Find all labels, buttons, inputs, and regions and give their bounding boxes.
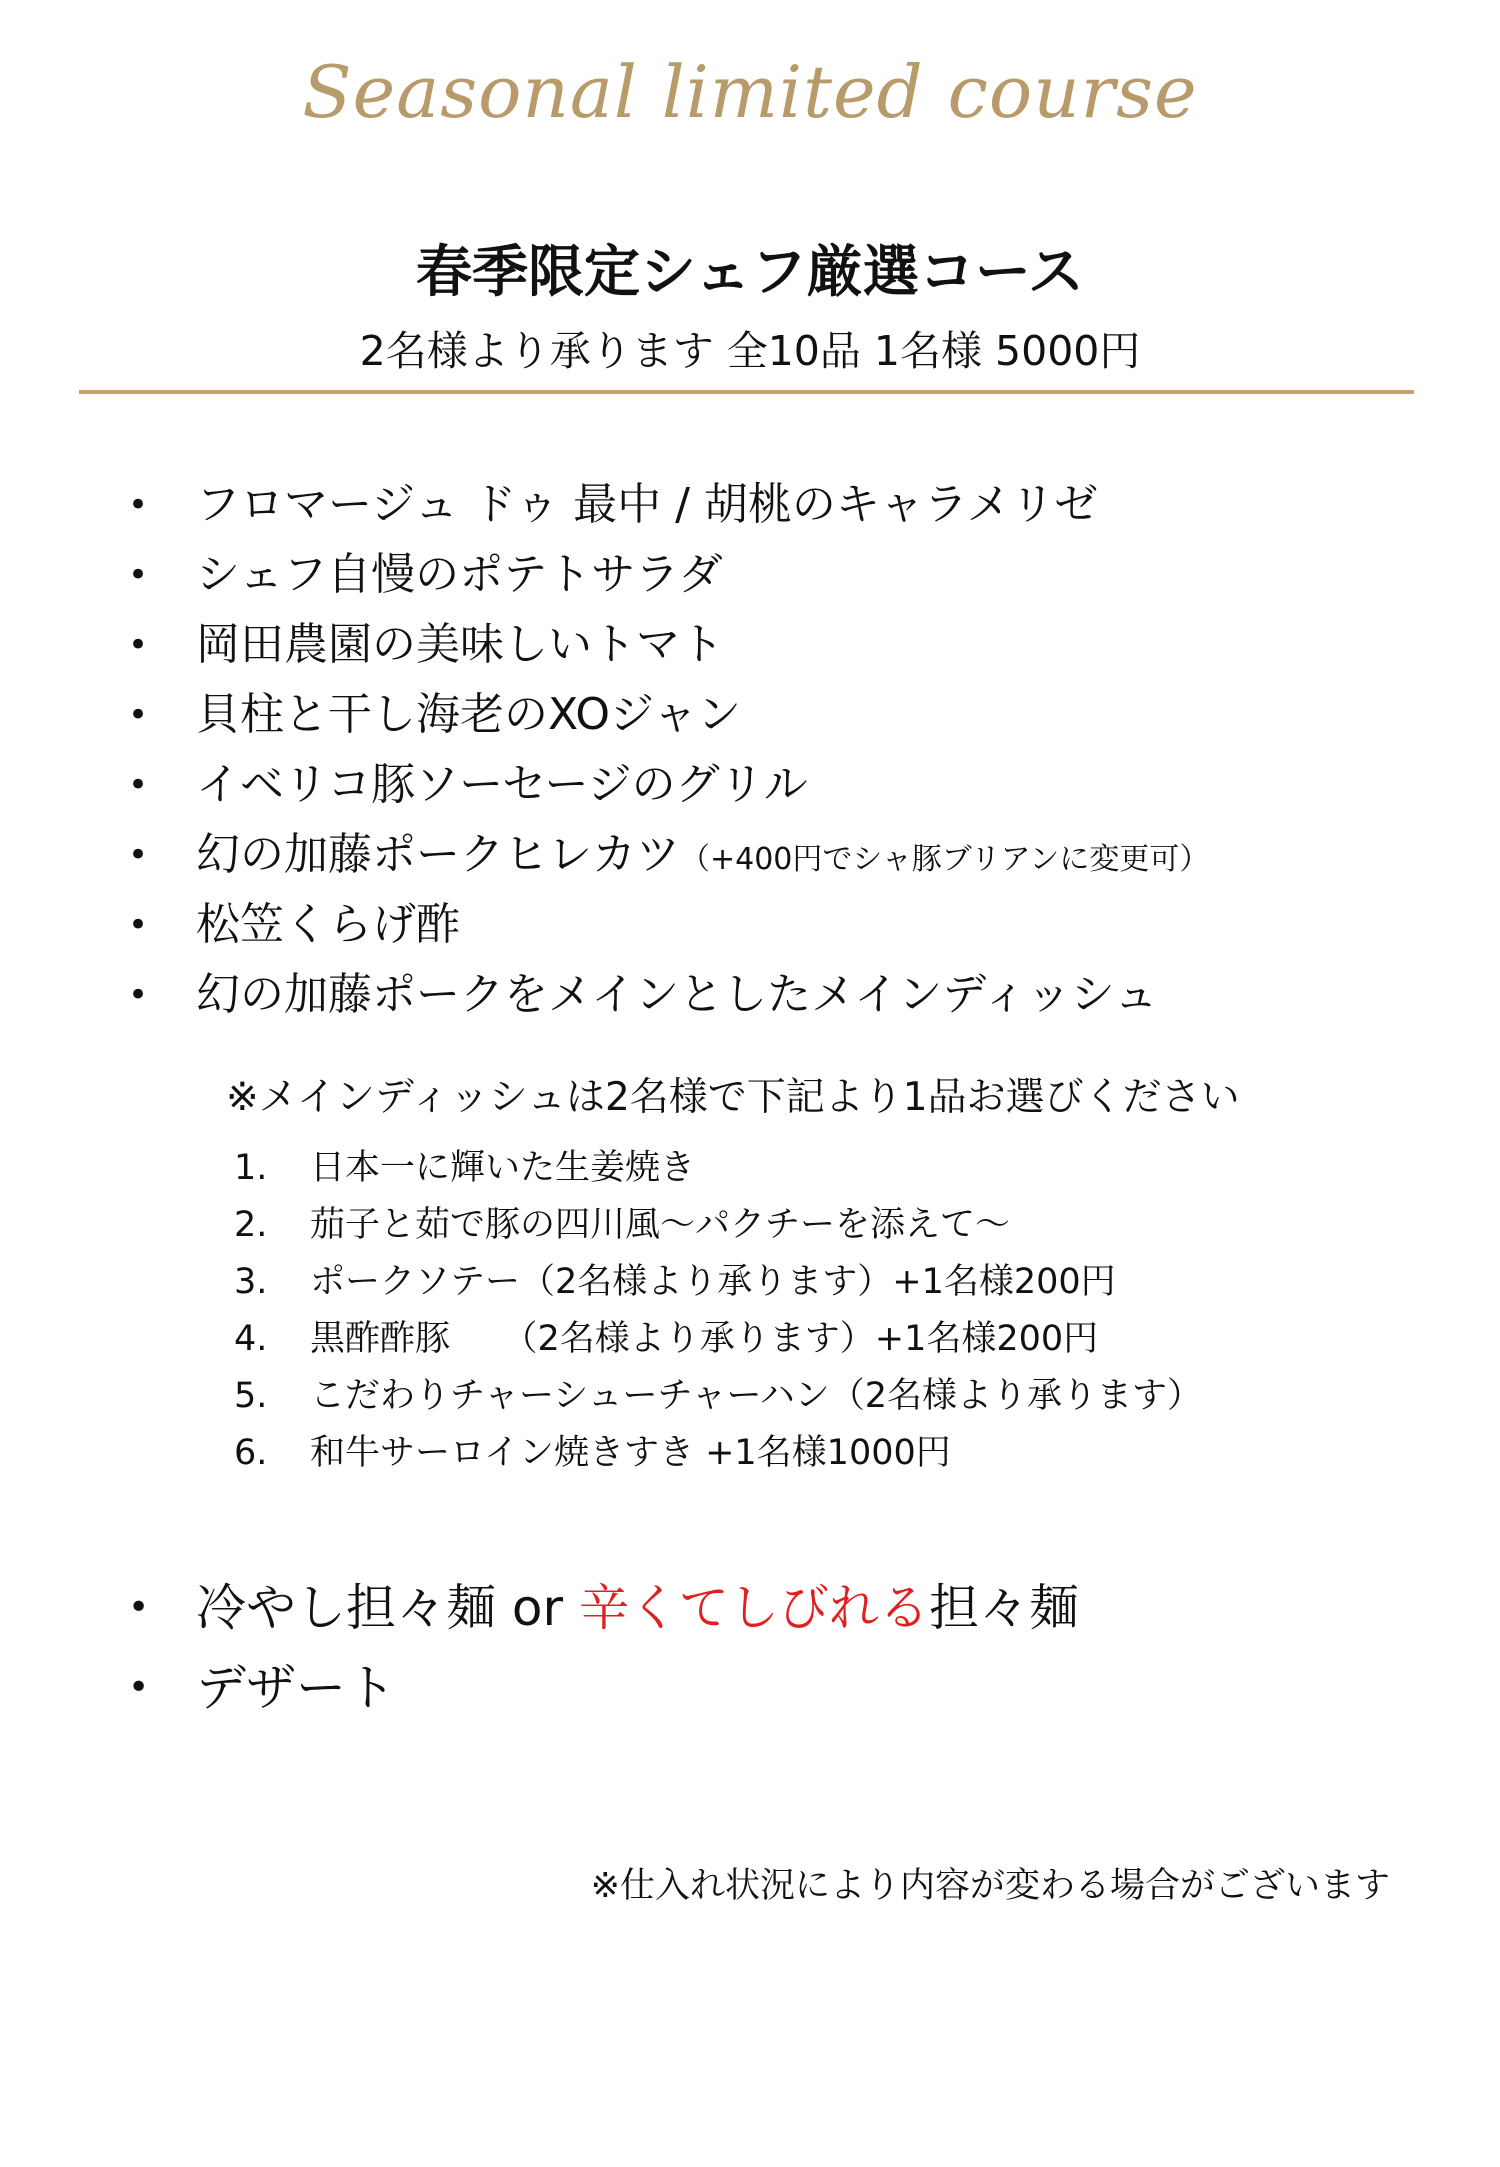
choice-number: 3. xyxy=(234,1262,268,1302)
choice-text: 黒酢酢豚 （2名様より承ります）+1名様200円 xyxy=(310,1319,1099,1359)
list-item xyxy=(0,1197,1500,1254)
choice-number: 4. xyxy=(234,1319,268,1359)
bullet-icon: • xyxy=(128,1667,150,1708)
list-item xyxy=(0,540,1500,610)
choice-number: 1. xyxy=(234,1148,268,1188)
spicy-noodle-highlight: 辛くてしびれる xyxy=(578,1579,929,1637)
list-item xyxy=(0,610,1500,680)
course-item-text: フロマージュ ドゥ 最中 / 胡桃のキャラメリゼ xyxy=(196,479,1099,530)
course-item-text: 岡田農園の美味しいトマト xyxy=(196,619,724,670)
list-item xyxy=(0,1140,1500,1197)
noodle-item xyxy=(196,1568,1079,1648)
list-item xyxy=(0,820,1500,890)
list-item xyxy=(0,680,1500,750)
bullet-icon: • xyxy=(128,1587,150,1628)
course-item-text: 幻の加藤ポークをメインとしたメインディッシュ xyxy=(196,969,1158,1020)
bullet-icon: • xyxy=(128,975,149,1015)
choice-text: 和牛サーロイン焼きすき +1名様1000円 xyxy=(310,1433,951,1473)
bullet-icon: • xyxy=(128,835,149,875)
course-item-text: 松笠くらげ酢 xyxy=(196,899,460,950)
choice-text: 日本一に輝いた生姜焼き xyxy=(310,1148,696,1188)
course-item-note: （+400円でシャ豚ブリアンに変更可） xyxy=(680,842,1210,877)
course-item-text: 貝柱と干し海老のXOジャン xyxy=(196,689,742,740)
course-item-text: イベリコ豚ソーセージのグリル xyxy=(196,759,808,810)
list-item xyxy=(0,890,1500,960)
dessert-item: デザート xyxy=(196,1659,396,1717)
list-item xyxy=(0,1648,1500,1728)
main-dish-choices xyxy=(0,1140,1500,1482)
page-subtitle: 2名様より承ります 全10品 1名様 5000円 xyxy=(359,327,1141,375)
list-item xyxy=(0,750,1500,820)
list-item xyxy=(0,1311,1500,1368)
bullet-icon: • xyxy=(128,485,149,525)
list-item xyxy=(0,960,1500,1030)
final-course-list xyxy=(0,1568,1500,1728)
list-item xyxy=(0,1254,1500,1311)
course-item-text: シェフ自慢のポテトサラダ xyxy=(196,549,723,600)
noodle-text-part2: 担々麺 xyxy=(928,1579,1079,1637)
course-list xyxy=(0,470,1500,1030)
page-title: 春季限定シェフ厳選コース xyxy=(415,240,1085,305)
bullet-icon: • xyxy=(128,625,149,665)
course-item-label: 幻の加藤ポークヒレカツ xyxy=(196,829,680,880)
list-item xyxy=(0,1568,1500,1648)
footer-note: ※仕入れ状況により内容が変わる場合がございます xyxy=(590,1866,1390,1906)
choice-text: 茄子と茹で豚の四川風～パクチーを添えて～ xyxy=(310,1205,1011,1245)
main-dish-note: ※メインディッシュは2名様で下記より1品お選びください xyxy=(226,1075,1240,1120)
bullet-icon: • xyxy=(128,765,149,805)
choice-text: こだわりチャーシューチャーハン（2名様より承ります） xyxy=(310,1376,1203,1416)
bullet-icon: • xyxy=(128,905,149,945)
list-item xyxy=(0,1425,1500,1482)
choice-text: ポークソテー（2名様より承ります）+1名様200円 xyxy=(310,1262,1116,1302)
course-item-text xyxy=(196,820,1209,895)
gold-divider xyxy=(79,390,1414,394)
list-item xyxy=(0,470,1500,540)
choice-number: 5. xyxy=(234,1376,268,1416)
choice-number: 6. xyxy=(234,1433,268,1473)
bullet-icon: • xyxy=(128,695,149,735)
noodle-text-part1: 冷やし担々麺 or xyxy=(196,1579,579,1637)
script-title: Seasonal limited course xyxy=(302,50,1198,134)
list-item xyxy=(0,1368,1500,1425)
bullet-icon: • xyxy=(128,555,149,595)
choice-number: 2. xyxy=(234,1205,268,1245)
